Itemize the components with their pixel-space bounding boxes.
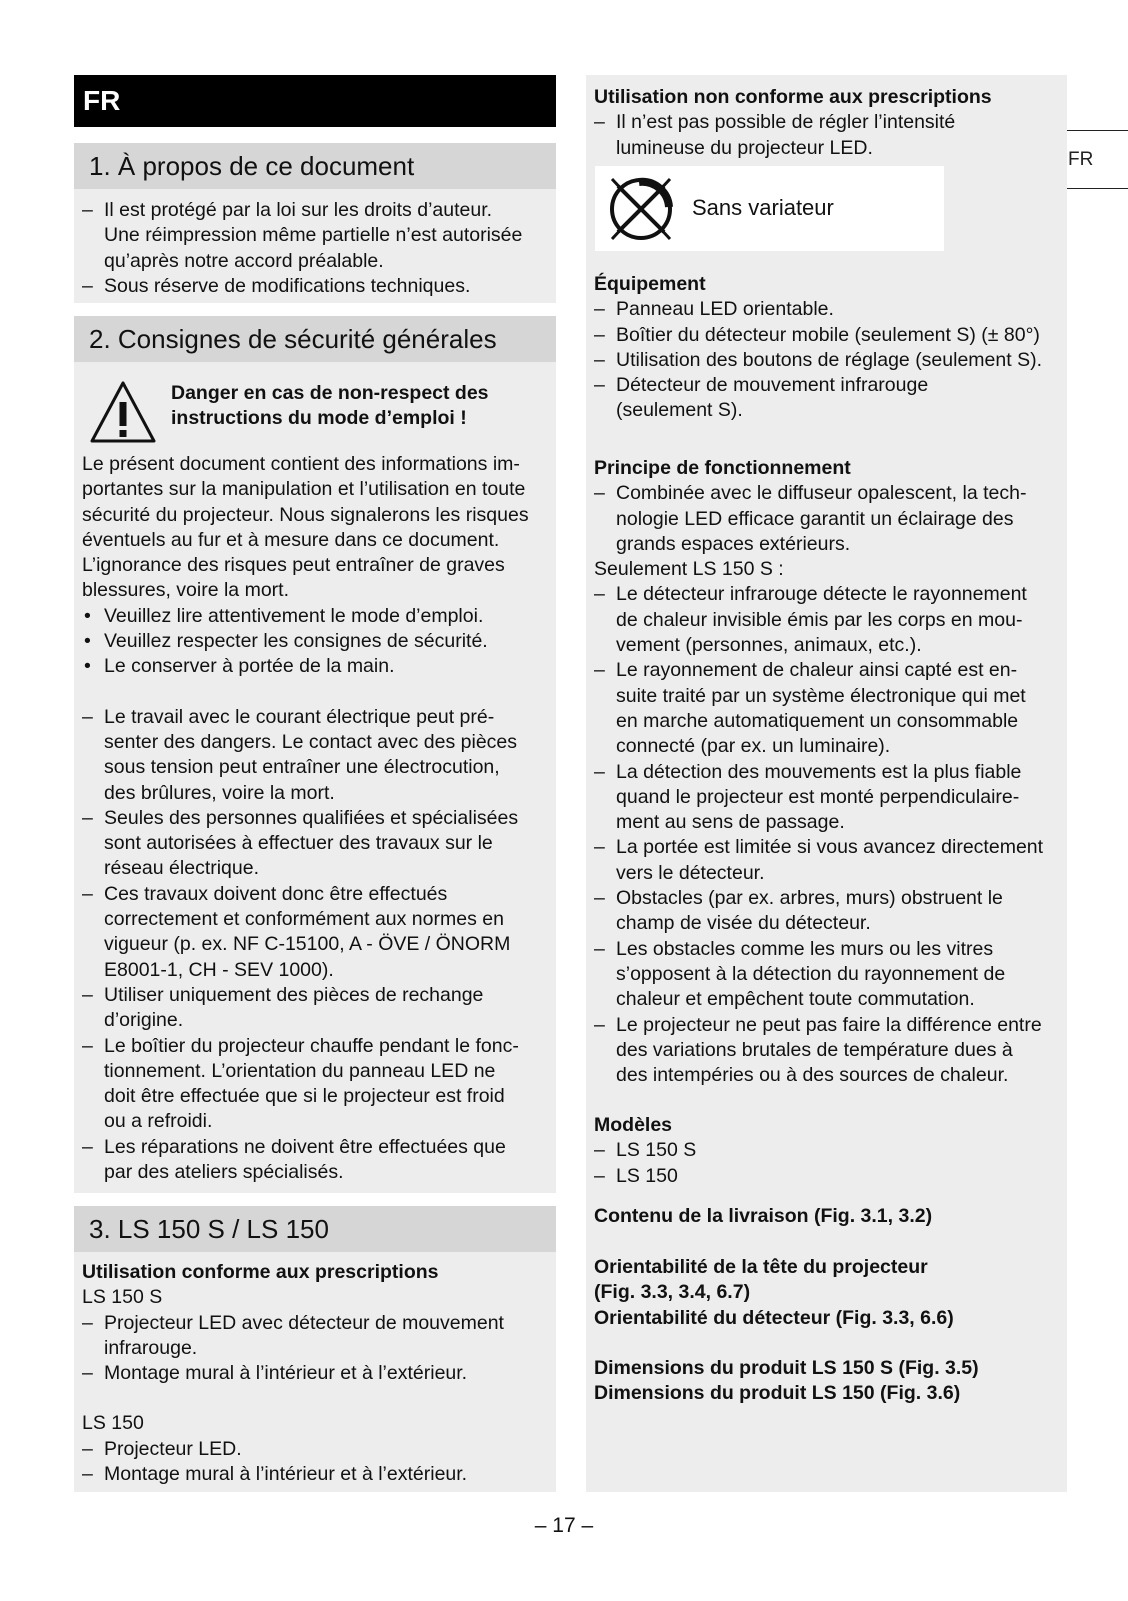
page-number: – 17 – (534, 1514, 594, 1537)
models-block (594, 1113, 1064, 1189)
principle-item-cont: quand le projecteur est monté perpendiculaire- (616, 785, 1020, 808)
principle-item-cont: s’opposent à la détection du rayonnement de (616, 962, 1006, 985)
equipment-item: – Panneau LED orientable. (594, 297, 1064, 322)
principle-item-cont: vers le détecteur. (616, 861, 765, 884)
models-heading: Modèles (594, 1114, 673, 1136)
principle-item: – Le détecteur infrarouge détecte le rayonnement (594, 582, 1064, 607)
safety-item: – Ces travaux doivent donc être effectués (82, 882, 552, 907)
orientation-block (594, 1255, 1064, 1331)
principle-item: – Obstacles (par ex. arbres, murs) obstruent le (594, 886, 1064, 911)
principle-item-cont: des intempéries ou à des sources de chaleur. (616, 1064, 1009, 1087)
principle-item: – Le rayonnement de chaleur ainsi capté est en- (594, 658, 1064, 683)
principle-item-cont: nologie LED efficace garantit un éclairage des (616, 507, 1014, 530)
nonconform-line: – Il n’est pas possible de régler l’intensité (594, 110, 1064, 135)
section3-body (82, 1260, 552, 1487)
principle-item: – La détection des mouvements est la plus fiable (594, 760, 1064, 785)
no-dimmer-box (595, 166, 944, 251)
section2-body (82, 452, 552, 1185)
nonconform-block (594, 85, 1064, 161)
side-language-tab: FR (1067, 130, 1128, 189)
principle-item: – Le projecteur ne peut pas faire la différence entre (594, 1013, 1064, 1038)
equipment-block (594, 272, 1064, 424)
model-item: – Projecteur LED. (82, 1437, 552, 1462)
safety-item-cont: ou a refroidi. (104, 1110, 213, 1133)
safety-item-cont: sous tension peut entraîner une électrocution, (104, 756, 500, 779)
model-s-item: – Projecteur LED avec détecteur de mouvement (82, 1311, 552, 1336)
bullet-item: • Veuillez lire attentivement le mode d’emploi. (82, 604, 552, 629)
safety-item: – Le boîtier du projecteur chauffe pendant le fonc- (82, 1034, 552, 1059)
principle-block (594, 456, 1064, 1088)
warning-line: instructions du mode d’emploi ! (171, 407, 467, 429)
orient-head-line: Orientabilité de la tête du projecteur (594, 1256, 928, 1278)
intro-line: portantes sur la manipulation et l’utilisation en toute (82, 478, 526, 501)
intro-line: éventuels au fur et à mesure dans ce document. (82, 528, 500, 551)
warning-line: Danger en cas de non-respect des (171, 382, 489, 404)
safety-item-cont: senter des dangers. Le contact avec des pièces (104, 730, 518, 753)
safety-item-cont: vigueur (p. ex. NF C-15100, A - ÖVE / ÖNORM (104, 933, 511, 956)
dimensions-block (594, 1356, 1064, 1407)
safety-item: – Utiliser uniquement des pièces de rechange (82, 983, 552, 1008)
equipment-item-cont: (seulement S). (616, 399, 743, 422)
safety-item-cont: correctement et conformément aux normes en (104, 908, 504, 931)
orient-detector-line: Orientabilité du détecteur (Fig. 3.3, 6.6) (594, 1306, 954, 1329)
nonconform-line-cont: lumineuse du projecteur LED. (616, 136, 873, 159)
models-item: – LS 150 S (594, 1138, 1064, 1163)
safety-item: – Le travail avec le courant électrique peut pré- (82, 705, 552, 730)
safety-item: – Seules des personnes qualifiées et spécialisées (82, 806, 552, 831)
safety-item-cont: E8001-1, CH - SEV 1000). (104, 958, 334, 981)
section1-item-cont: Une réimpression même partielle n’est autorisée (104, 224, 523, 247)
bullet-item: • Veuillez respecter les consignes de sécurité. (82, 629, 552, 654)
principle-item-cont: vement (personnes, animaux, etc.). (616, 634, 922, 657)
safety-item: – Les réparations ne doivent être effectuées que (82, 1135, 552, 1160)
safety-item-cont: tionnement. L’orientation du panneau LED ne (104, 1059, 496, 1082)
model-s-item: – Montage mural à l’intérieur et à l’extérieur. (82, 1361, 552, 1386)
principle-item: – Combinée avec le diffuseur opalescent, la tech- (594, 481, 1064, 506)
principle-item-cont: grands espaces extérieurs. (616, 532, 851, 555)
equipment-item: – Boîtier du détecteur mobile (seulement S) (± 80°) (594, 323, 1064, 348)
section1-body (82, 198, 550, 299)
warning-triangle-icon (89, 380, 157, 444)
principle-item-cont: chaleur et empêchent toute commutation. (616, 988, 975, 1011)
delivery-heading: Contenu de la livraison (Fig. 3.1, 3.2) (594, 1205, 933, 1227)
principle-item-cont: des variations brutales de température dues à (616, 1038, 1013, 1061)
equipment-heading: Équipement (594, 273, 706, 295)
intro-line: blessures, voire la mort. (82, 579, 289, 602)
models-item: – LS 150 (594, 1164, 1064, 1189)
principle-item-cont: suite traité par un système électronique qui met (616, 684, 1026, 707)
dimensions-line: Dimensions du produit LS 150 (Fig. 3.6) (594, 1382, 961, 1405)
intro-line: L’ignorance des risques peut entraîner de graves (82, 554, 505, 577)
intended-use-heading: Utilisation conforme aux prescriptions (82, 1261, 439, 1283)
principle-item-cont: ment au sens de passage. (616, 811, 845, 834)
safety-item-cont: doit être effectuée que si le projecteur est froid (104, 1085, 505, 1108)
model-s-item-cont: infrarouge. (104, 1336, 198, 1359)
principle-item: – Les obstacles comme les murs ou les vitres (594, 937, 1064, 962)
safety-item-cont: d’origine. (104, 1009, 184, 1032)
dimensions-s-line: Dimensions du produit LS 150 S (Fig. 3.5) (594, 1357, 979, 1379)
equipment-item: – Utilisation des boutons de réglage (seulement S). (594, 348, 1064, 373)
intro-line: sécurité du projecteur. Nous signalerons les risques (82, 503, 529, 526)
no-dimmer-label: Sans variateur (692, 195, 834, 220)
intro-line: Le présent document contient des informations im- (82, 453, 520, 475)
principle-item-cont: connecté (par ex. un luminaire). (616, 735, 891, 758)
section1-item: – Sous réserve de modifications techniques. (82, 274, 550, 299)
principle-item-cont: de chaleur invisible émis par les corps en mou- (616, 608, 1023, 631)
warning-text (171, 381, 551, 431)
only-s-label: Seulement LS 150 S : (594, 558, 784, 581)
section3-title: 3. LS 150 S / LS 150 (74, 1206, 556, 1252)
model-item: – Montage mural à l’intérieur et à l’extérieur. (82, 1462, 552, 1487)
model-label: LS 150 (82, 1412, 144, 1435)
section1-title: 1. À propos de ce document (74, 143, 556, 189)
principle-heading: Principe de fonctionnement (594, 457, 851, 479)
section2-title: 2. Consignes de sécurité générales (74, 316, 556, 362)
principle-item-cont: champ de visée du détecteur. (616, 912, 871, 935)
section1-item-cont: qu’après notre accord préalable. (104, 249, 384, 272)
safety-item-cont: sont autorisées à effectuer des travaux sur le (104, 832, 493, 855)
section1-item: – Il est protégé par la loi sur les droits d’auteur. (82, 198, 550, 223)
safety-item-cont: des brûlures, voire la mort. (104, 781, 335, 804)
orient-head-line: (Fig. 3.3, 3.4, 6.7) (594, 1281, 751, 1304)
equipment-item: – Détecteur de mouvement infrarouge (594, 373, 1064, 398)
language-header: FR (74, 75, 556, 127)
safety-item-cont: réseau électrique. (104, 857, 260, 880)
safety-item-cont: par des ateliers spécialisés. (104, 1161, 344, 1184)
no-dimmer-icon (603, 171, 679, 247)
principle-item: – La portée est limitée si vous avancez directement (594, 835, 1064, 860)
principle-item-cont: en marche automatiquement un consommable (616, 709, 1019, 732)
bullet-item: • Le conserver à portée de la main. (82, 654, 552, 679)
nonconform-heading: Utilisation non conforme aux prescriptions (594, 86, 992, 108)
model-s-label: LS 150 S (82, 1286, 163, 1309)
